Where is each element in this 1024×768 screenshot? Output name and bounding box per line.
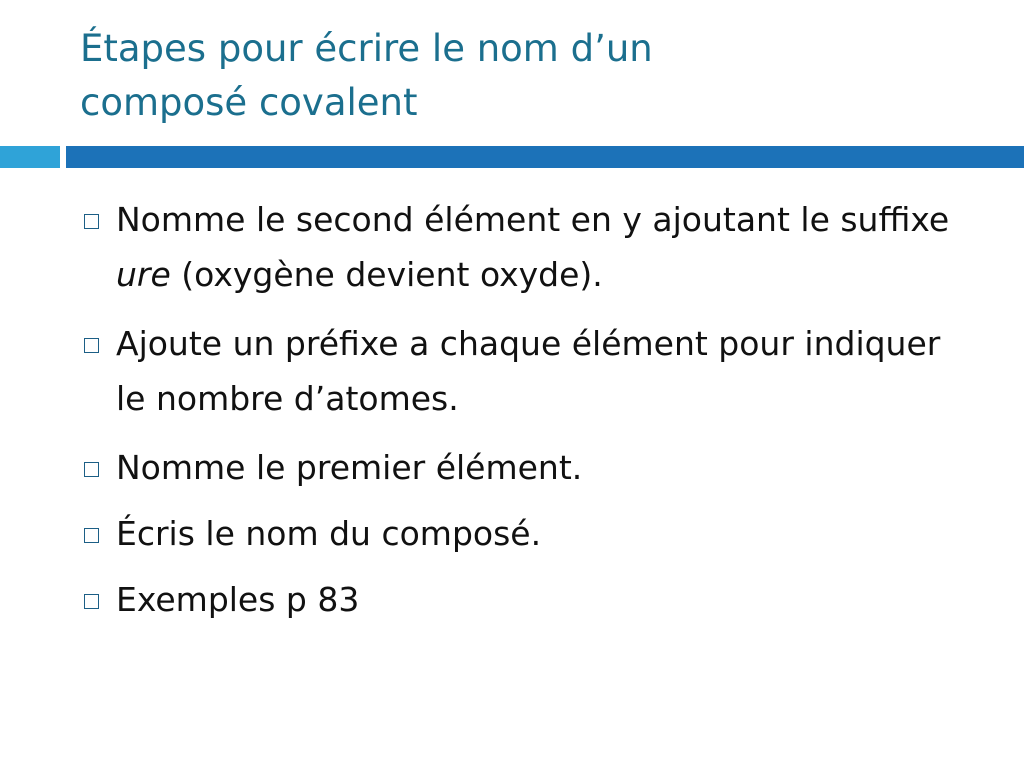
bullet-text-5: Exemples p 83	[116, 580, 360, 619]
square-box-icon	[84, 462, 99, 477]
slide-title	[80, 22, 980, 130]
bullet-text-1-part-2: (oxygène devient oxyde).	[170, 255, 603, 294]
square-box-icon	[84, 528, 99, 543]
bullet-text-1-italic: ure	[116, 255, 171, 294]
bullet-item-5	[80, 572, 980, 627]
bullet-text-2: Ajoute un préfixe a chaque élément pour indiquer le nombre d’atomes.	[116, 324, 941, 418]
square-box-icon	[84, 594, 99, 609]
title-rule-accent	[0, 146, 60, 168]
square-box-icon	[84, 214, 99, 229]
bullet-item-1	[80, 192, 980, 302]
bullet-text-4: Écris le nom du composé.	[116, 514, 542, 553]
title-rule-bar	[66, 146, 1024, 168]
bullet-text-1	[116, 200, 949, 294]
bullet-item-4	[80, 506, 980, 561]
bullet-list	[80, 192, 980, 638]
slide-title-line-1: Étapes pour écrire le nom d’un	[80, 27, 653, 70]
bullet-text-1-part-1: Nomme le second élément en y ajoutant le suffixe	[116, 200, 950, 239]
square-box-icon	[84, 338, 99, 353]
slide-title-line-2: composé covalent	[80, 81, 418, 124]
bullet-item-3	[80, 440, 980, 495]
bullet-item-2	[80, 316, 980, 426]
bullet-text-3: Nomme le premier élément.	[116, 448, 583, 487]
